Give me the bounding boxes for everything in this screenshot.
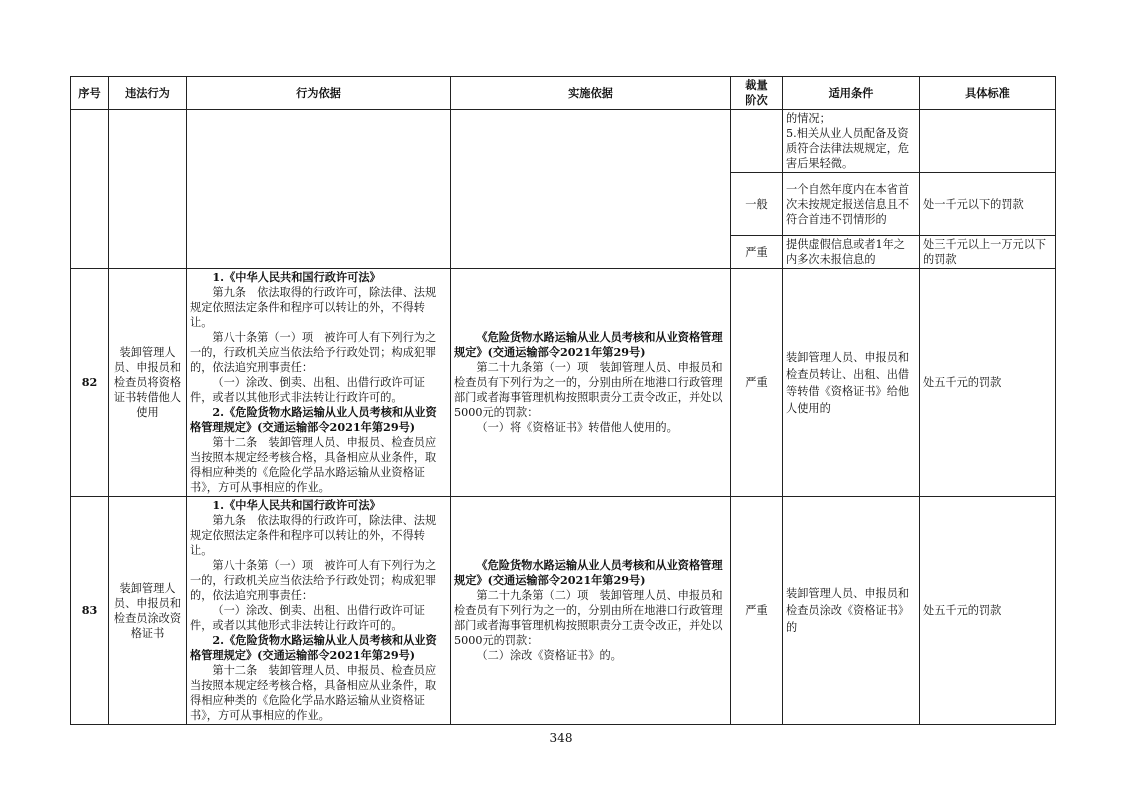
basis-paragraph: 第十二条 装卸管理人员、申报员、检查员应当按照本规定经考核合格，具备相应从业条件，取得相应种类的《危险化学品水路运输从业资格证书》，方可从事相应的作业。 [190, 436, 437, 494]
header-implementation: 实施依据 [451, 77, 731, 110]
basis-paragraph: 第九条 依法取得的行政许可，除法律、法规规定依照法定条件和程序可以转让的外，不得转让。 [190, 514, 437, 557]
table-row [71, 269, 1056, 497]
implementation-cell [451, 269, 731, 497]
level-cell: 严重 [731, 497, 783, 725]
basis-paragraph: 1.《中华人民共和国行政许可法》 [212, 498, 381, 512]
implementation-cell [451, 497, 731, 725]
standard-cell: 处五千元的罚款 [920, 269, 1056, 497]
basis-paragraph: 第八十条第（一）项 被许可人有下列行为之一的，行政机关应当依法给予行政处罚；构成犯罪的，依法追究刑事责任： [190, 331, 437, 374]
penalty-standards-table [70, 76, 1056, 725]
standard-cell: 处三千元以上一万元以下的罚款 [920, 236, 1056, 269]
standard-cell: 处一千元以下的罚款 [920, 173, 1056, 236]
implementation-paragraph: 第二十九条第（二）项 装卸管理人员、申报员和检查员有下列行为之一的，分别由所在地港口行政管理部门或者海事管理机构按照职责分工责令改正，并处以5000元的罚款： [454, 589, 723, 647]
header-standard: 具体标准 [920, 77, 1056, 110]
basis-paragraph: 1.《中华人民共和国行政许可法》 [212, 270, 381, 284]
standard-cell [920, 110, 1056, 173]
basis-paragraph: （一）涂改、倒卖、出租、出借行政许可证件，或者以其他形式非法转让行政许可的。 [190, 376, 425, 404]
basis-paragraph: 2.《危险货物水路运输从业人员考核和从业资格管理规定》(交通运输部令2021年第29号) [190, 633, 437, 662]
header-basis: 行为依据 [187, 77, 451, 110]
condition-cell: 的情况； 5.相关从业人员配备及资质符合法律法规规定，危害后果轻微。 [783, 110, 920, 173]
cont-behavior-cell [109, 110, 187, 269]
implementation-paragraph: （二）涂改《资格证书》的。 [476, 649, 622, 662]
cont-basis-cell [187, 110, 451, 269]
header-row [71, 77, 1056, 110]
basis-paragraph: 第九条 依法取得的行政许可，除法律、法规规定依照法定条件和程序可以转让的外，不得转让。 [190, 286, 437, 329]
basis-paragraph: 第八十条第（一）项 被许可人有下列行为之一的，行政机关应当依法给予行政处罚；构成犯罪的，依法追究刑事责任： [190, 559, 437, 602]
condition-cell: 提供虚假信息或者1年之内多次未报信息的 [783, 236, 920, 269]
behavior-cell: 装卸管理人员、申报员和检查员涂改资格证书 [109, 497, 187, 725]
basis-paragraph: （一）涂改、倒卖、出租、出借行政许可证件，或者以其他形式非法转让行政许可的。 [190, 604, 425, 632]
table-row [71, 497, 1056, 725]
level-cell: 严重 [731, 269, 783, 497]
header-seq: 序号 [71, 77, 109, 110]
header-level [731, 77, 783, 110]
implementation-paragraph: 第二十九条第（一）项 装卸管理人员、申报员和检查员有下列行为之一的，分别由所在地港口行政管理部门或者海事管理机构按照职责分工责令改正，并处以5000元的罚款： [454, 361, 723, 419]
level-cell [731, 110, 783, 173]
cont-seq-cell [71, 110, 109, 269]
cont-implementation-cell [451, 110, 731, 269]
behavior-cell: 装卸管理人员、申报员和检查员将资格证书转借他人使用 [109, 269, 187, 497]
condition-cell: 装卸管理人员、申报员和检查员涂改《资格证书》的 [783, 497, 920, 725]
basis-cell [187, 497, 451, 725]
level-cell: 一般 [731, 173, 783, 236]
header-behavior: 违法行为 [109, 77, 187, 110]
standard-cell: 处五千元的罚款 [920, 497, 1056, 725]
condition-cell: 一个自然年度内在本省首次未按规定报送信息且不符合首违不罚情形的 [783, 173, 920, 236]
seq-cell: 83 [71, 497, 109, 725]
seq-cell: 82 [71, 269, 109, 497]
implementation-paragraph: 《危险货物水路运输从业人员考核和从业资格管理规定》(交通运输部令2021年第29号) [454, 558, 723, 587]
implementation-paragraph: 《危险货物水路运输从业人员考核和从业资格管理规定》(交通运输部令2021年第29号) [454, 330, 723, 359]
basis-cell [187, 269, 451, 497]
basis-paragraph: 2.《危险货物水路运输从业人员考核和从业资格管理规定》(交通运输部令2021年第29号) [190, 405, 437, 434]
page-number: 348 [549, 731, 573, 745]
table-row [71, 110, 1056, 173]
condition-cell: 装卸管理人员、申报员和检查员转让、出租、出借等转借《资格证书》给他人使用的 [783, 269, 920, 497]
implementation-paragraph: （一）将《资格证书》转借他人使用的。 [476, 421, 678, 434]
header-level-text: 裁量阶次 [745, 78, 768, 107]
level-cell: 严重 [731, 236, 783, 269]
basis-paragraph: 第十二条 装卸管理人员、申报员、检查员应当按照本规定经考核合格，具备相应从业条件，取得相应种类的《危险化学品水路运输从业资格证书》，方可从事相应的作业。 [190, 664, 437, 722]
header-condition: 适用条件 [783, 77, 920, 110]
